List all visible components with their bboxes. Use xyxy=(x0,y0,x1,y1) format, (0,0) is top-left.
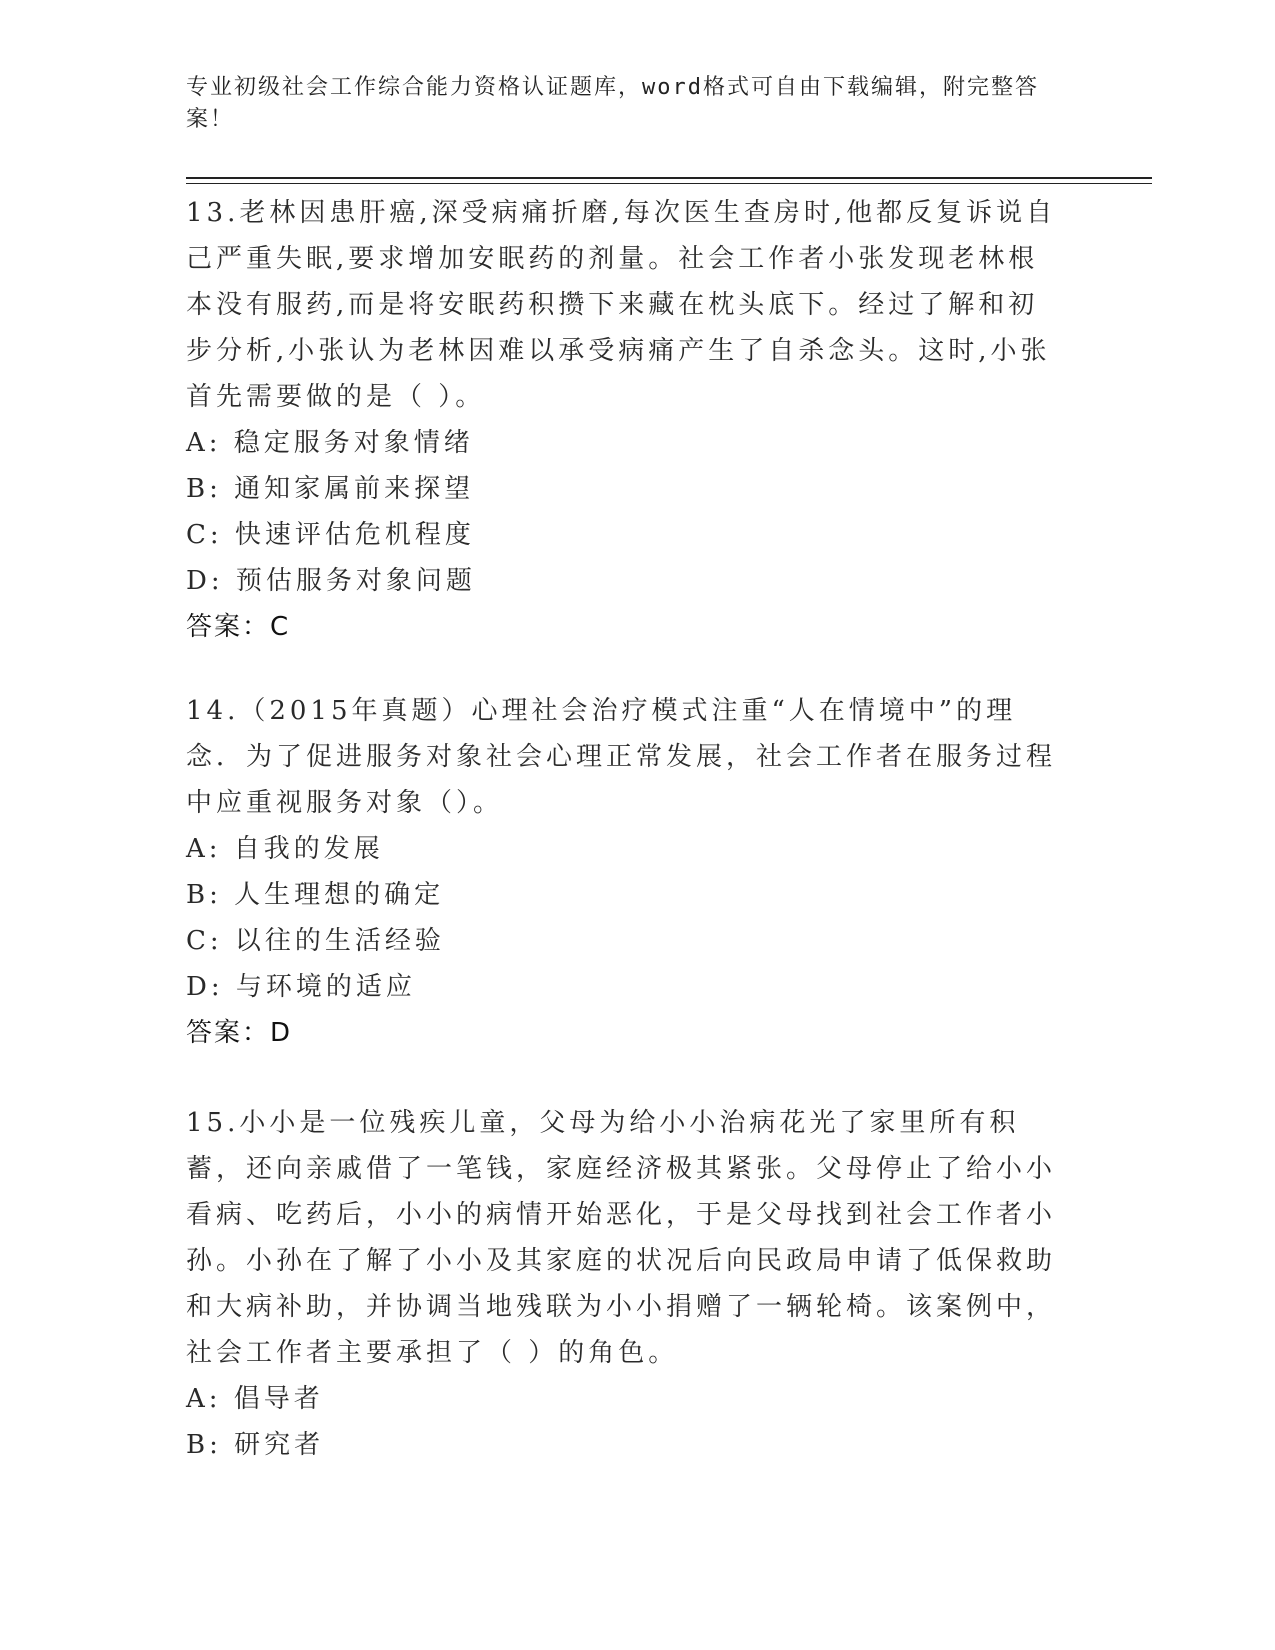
header-divider-thin xyxy=(186,183,1152,184)
option-b: B: 研究者 xyxy=(186,1430,325,1460)
option-d: D: 与环境的适应 xyxy=(186,972,416,1002)
question-stem: 14.（2015年真题）心理社会治疗模式注重“人在情境中”的理念．为了促进服务对象社会心理正常发展，社会工作者在服务过程中应重视服务对象（）。 xyxy=(186,696,1057,818)
option-c: C: 快速评估危机程度 xyxy=(186,520,475,550)
header-divider xyxy=(186,177,1152,179)
question-stem: 13.老林因患肝癌,深受病痛折磨,每次医生查房时,他都反复诉说自己严重失眠,要求增加安眠药的剂量。社会工作者小张发现老林根本没有服药,而是将安眠药积攒下来藏在枕头底下。经过了解和初步分析,小张认为老林因难以承受病痛产生了自杀念头。这时,小张首先需要做的是（ ）。 xyxy=(186,198,1057,412)
answer: 答案：C xyxy=(186,612,291,642)
option-a: A: 自我的发展 xyxy=(186,834,384,864)
option-b: B: 通知家属前来探望 xyxy=(186,474,475,504)
header-note: 专业初级社会工作综合能力资格认证题库，word格式可自由下载编辑，附完整答案！ xyxy=(186,75,1039,132)
question-13 xyxy=(186,190,1066,650)
question-14 xyxy=(186,688,1066,1056)
option-c: C: 以往的生活经验 xyxy=(186,926,445,956)
option-a: A: 倡导者 xyxy=(186,1384,324,1414)
question-15 xyxy=(186,1100,1066,1468)
question-stem: 15.小小是一位残疾儿童，父母为给小小治病花光了家里所有积蓄，还向亲戚借了一笔钱，家庭经济极其紧张。父母停止了给小小看病、吃药后，小小的病情开始恶化，于是父母找到社会工作者小孙。小孙在了解了小小及其家庭的状况后向民政局申请了低保救助和大病补助，并协调当地残联为小小捐赠了一辆轮椅。该案例中，社会工作者主要承担了（ ）的角色。 xyxy=(186,1108,1057,1368)
option-a: A: 稳定服务对象情绪 xyxy=(186,428,474,458)
answer: 答案：D xyxy=(186,1018,293,1048)
option-b: B: 人生理想的确定 xyxy=(186,880,445,910)
option-d: D: 预估服务对象问题 xyxy=(186,566,476,596)
